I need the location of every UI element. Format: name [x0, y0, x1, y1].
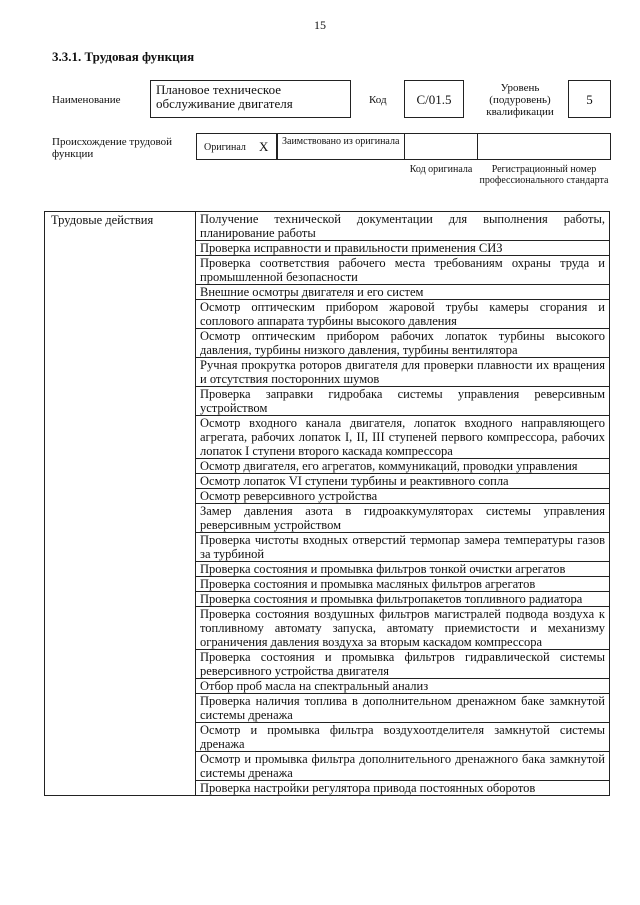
borrowed-label: Заимствовано из оригинала [282, 136, 400, 147]
labor-action-item: Осмотр лопаток VI ступени турбины и реактивного сопла [196, 474, 610, 489]
labor-action-item: Проверка исправности и правильности применения СИЗ [196, 241, 610, 256]
code-value-box [404, 80, 464, 118]
labor-action-item: Осмотр оптическим прибором рабочих лопаток турбины высокого давления, турбины низкого давления, турбины вентилятора [196, 329, 610, 358]
labor-action-item: Отбор проб масла на спектральный анализ [196, 679, 610, 694]
code-value: С/01.5 [416, 92, 452, 107]
labor-actions-label: Трудовые действия [45, 212, 196, 796]
reg-number-box [477, 133, 611, 160]
code-original-caption: Код оригинала [409, 164, 473, 175]
labor-action-item: Проверка чистоты входных отверстий термопар замера температуры газов за турбиной [196, 533, 610, 562]
name-value-box [150, 80, 351, 118]
table-row [45, 212, 610, 241]
code-original-box [404, 133, 478, 160]
name-label: Наименование [52, 94, 121, 106]
labor-action-item: Получение технической документации для выполнения работы, планирование работы [196, 212, 610, 241]
labor-action-item: Проверка состояния и промывка масляных фильтров агрегатов [196, 577, 610, 592]
labor-action-item: Проверка состояния и промывка фильтров гидравлической системы реверсивного устройства двигателя [196, 650, 610, 679]
labor-action-item: Осмотр и промывка фильтра дополнительного дренажного бака замкнутой системы дренажа [196, 752, 610, 781]
labor-action-item: Осмотр входного канала двигателя, лопаток входного направляющего агрегата, рабочих лопаток I, II, III ступеней первого компрессора, рабочих лопаток I ступени второго каскада компрессора [196, 416, 610, 459]
origin-label: Происхождение трудовой функции [52, 136, 173, 160]
labor-action-item: Замер давления азота в гидроаккумуляторах системы управления реверсивным устройством [196, 504, 610, 533]
level-value-box [568, 80, 611, 118]
labor-action-item: Осмотр оптическим прибором жаровой трубы камеры сгорания и соплового аппарата турбины высокого давления [196, 300, 610, 329]
labor-action-item: Ручная прокрутка роторов двигателя для проверки плавности их вращения и отсутствия посторонних шумов [196, 358, 610, 387]
labor-action-item: Осмотр реверсивного устройства [196, 489, 610, 504]
labor-action-item: Проверка состояния воздушных фильтров магистралей подвода воздуха к топливному автомату запуска, автомату приемистости и механизму ограничения давления воздуха за вторым каскадом компрессора [196, 607, 610, 650]
original-box [196, 133, 277, 160]
page-number: 15 [314, 18, 326, 32]
labor-actions-table [44, 211, 610, 796]
level-value: 5 [586, 92, 593, 107]
section-title: 3.3.1. Трудовая функция [52, 49, 195, 64]
original-mark: X [259, 139, 269, 154]
labor-action-item: Проверка состояния и промывка фильтропакетов топливного радиатора [196, 592, 610, 607]
labor-action-item: Проверка настройки регулятора привода постоянных оборотов [196, 781, 610, 796]
borrowed-box [277, 133, 405, 160]
labor-action-item: Проверка соответствия рабочего места требованиям охраны труда и промышленной безопасности [196, 256, 610, 285]
reg-number-caption: Регистрационный номер профессионального стандарта [479, 164, 609, 186]
original-label: Оригинал [204, 142, 246, 153]
labor-action-item: Проверка состояния и промывка фильтров тонкой очистки агрегатов [196, 562, 610, 577]
labor-action-item: Осмотр двигателя, его агрегатов, коммуникаций, проводки управления [196, 459, 610, 474]
level-label: Уровень (подуровень) квалификации [486, 82, 554, 118]
name-value: Плановое техническое обслуживание двигателя [156, 82, 293, 111]
code-label: Код [369, 94, 387, 106]
labor-action-item: Осмотр и промывка фильтра воздухоотделителя замкнутой системы дренажа [196, 723, 610, 752]
labor-action-item: Проверка заправки гидробака системы управления реверсивным устройством [196, 387, 610, 416]
labor-action-item: Внешние осмотры двигателя и его систем [196, 285, 610, 300]
labor-action-item: Проверка наличия топлива в дополнительном дренажном баке замкнутой системы дренажа [196, 694, 610, 723]
